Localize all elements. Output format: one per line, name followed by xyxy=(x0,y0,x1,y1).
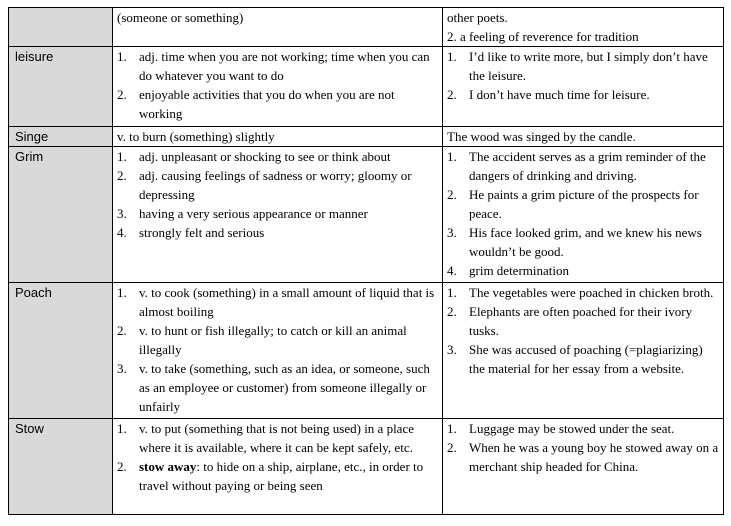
example-item xyxy=(447,185,719,223)
definition-text xyxy=(139,457,438,495)
table-row xyxy=(9,127,724,147)
example-text: grim determination xyxy=(469,263,570,278)
definition-cell xyxy=(113,47,443,127)
example-cell xyxy=(443,8,724,47)
item-number: 1. xyxy=(447,49,457,64)
item-number: 3. xyxy=(117,361,127,376)
definition-item xyxy=(117,47,438,85)
phrase-term: stow away xyxy=(139,459,197,474)
definition-text: (someone or something) xyxy=(117,10,244,25)
item-number: 3. xyxy=(117,206,127,221)
table-row xyxy=(9,47,724,127)
example-item xyxy=(447,419,719,438)
definition-text: strongly felt and serious xyxy=(139,225,265,240)
word-cell xyxy=(9,8,113,47)
vocabulary-table xyxy=(8,7,724,515)
example-text: I’d like to write more, but I simply don’t have the leisure. xyxy=(469,49,708,83)
definition-text: enjoyable activities that you do when you are not working xyxy=(139,87,395,121)
example-cell xyxy=(443,147,724,283)
example-item xyxy=(447,47,719,85)
definition-item xyxy=(117,419,438,457)
example-text: Luggage may be stowed under the seat. xyxy=(469,421,675,436)
example-item xyxy=(447,438,719,476)
item-number: 1. xyxy=(117,285,127,300)
item-number: 2. xyxy=(447,440,457,455)
item-number: 1. xyxy=(117,49,127,64)
phrase-definition: : to hide on a ship, airplane, etc., in order to travel without paying or being seen xyxy=(139,459,424,493)
example-text: other poets. xyxy=(447,10,508,25)
example-text: 2. a feeling of reverence for tradition xyxy=(447,29,639,44)
item-number: 2. xyxy=(447,187,457,202)
example-cell xyxy=(443,47,724,127)
word-cell: Poach xyxy=(9,283,113,419)
example-cell xyxy=(443,127,724,147)
item-number: 1. xyxy=(447,285,457,300)
example-cell xyxy=(443,419,724,515)
definition-text: v. to burn (something) slightly xyxy=(117,129,275,144)
item-number: 1. xyxy=(447,149,457,164)
example-text: He paints a grim picture of the prospects for peace. xyxy=(469,187,699,221)
definition-item xyxy=(117,85,438,123)
word-cell: Grim xyxy=(9,147,113,283)
example-text: The vegetables were poached in chicken broth. xyxy=(469,285,714,300)
definition-cell xyxy=(113,283,443,419)
table-row xyxy=(9,419,724,515)
definition-item xyxy=(117,204,438,223)
table-row xyxy=(9,283,724,419)
item-number: 2. xyxy=(117,87,127,102)
table-row xyxy=(9,8,724,47)
example-item xyxy=(447,283,719,302)
definition-text: adj. causing feelings of sadness or worry; gloomy or depressing xyxy=(139,168,412,202)
item-number: 1. xyxy=(447,421,457,436)
example-item xyxy=(447,223,719,261)
item-number: 3. xyxy=(447,342,457,357)
item-number: 4. xyxy=(117,225,127,240)
definition-text: having a very serious appearance or manner xyxy=(139,206,368,221)
item-number: 2. xyxy=(117,323,127,338)
example-text: His face looked grim, and we knew his news wouldn’t be good. xyxy=(469,225,702,259)
example-text: I don’t have much time for leisure. xyxy=(469,87,650,102)
example-text: She was accused of poaching (=plagiarizing) the material for her essay from a website. xyxy=(469,342,703,376)
definition-item xyxy=(117,147,438,166)
definition-text: v. to take (something, such as an idea, or someone, such as an employee or customer) from someone illegally or unfairly xyxy=(139,361,430,414)
example-text: When he was a young boy he stowed away on a merchant ship headed for China. xyxy=(469,440,719,474)
item-number: 3. xyxy=(447,225,457,240)
definition-item xyxy=(117,321,438,359)
definition-cell xyxy=(113,8,443,47)
definition-text: adj. time when you are not working; time when you can do whatever you want to do xyxy=(139,49,430,83)
item-number: 2. xyxy=(447,304,457,319)
example-item xyxy=(447,261,719,280)
item-number: 2. xyxy=(117,459,127,474)
example-item xyxy=(447,340,719,378)
example-text: The accident serves as a grim reminder of the dangers of drinking and driving. xyxy=(469,149,706,183)
definition-cell xyxy=(113,147,443,283)
table-row xyxy=(9,147,724,283)
item-number: 1. xyxy=(117,149,127,164)
item-number: 4. xyxy=(447,263,457,278)
example-text: Elephants are often poached for their ivory tusks. xyxy=(469,304,693,338)
definition-item xyxy=(117,223,438,242)
definition-item xyxy=(117,359,438,416)
example-item xyxy=(447,302,719,340)
definition-text: v. to cook (something) in a small amount of liquid that is almost boiling xyxy=(139,285,435,319)
definition-item xyxy=(117,457,438,495)
definition-item xyxy=(117,283,438,321)
definition-cell xyxy=(113,419,443,515)
item-number: 2. xyxy=(447,87,457,102)
definition-cell xyxy=(113,127,443,147)
word-cell: leisure xyxy=(9,47,113,127)
example-item xyxy=(447,147,719,185)
example-text: The wood was singed by the candle. xyxy=(447,129,636,144)
definition-text: v. to hunt or fish illegally; to catch or kill an animal illegally xyxy=(139,323,407,357)
word-cell: Stow xyxy=(9,419,113,515)
definition-text: v. to put (something that is not being used) in a place where it is available, where it can be kept safely, etc. xyxy=(139,421,414,455)
example-cell xyxy=(443,283,724,419)
definition-item xyxy=(117,166,438,204)
item-number: 2. xyxy=(117,168,127,183)
example-item xyxy=(447,85,719,104)
item-number: 1. xyxy=(117,421,127,436)
word-cell: Singe xyxy=(9,127,113,147)
definition-text: adj. unpleasant or shocking to see or think about xyxy=(139,149,391,164)
